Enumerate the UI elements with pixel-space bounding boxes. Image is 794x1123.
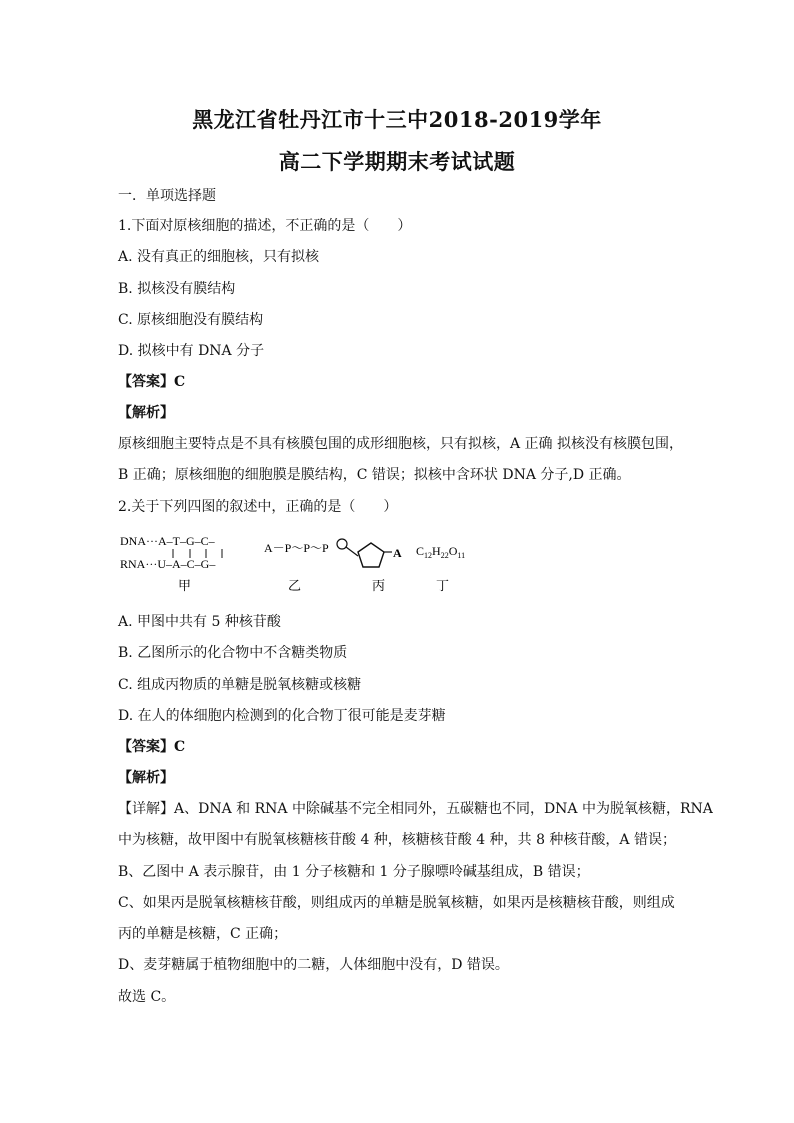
pentose-ring-icon bbox=[358, 543, 384, 567]
question-1-option-c: C. 原核细胞没有膜结构 bbox=[118, 312, 264, 328]
question-2-stem: 2.关于下列四图的叙述中，正确的是（ ） bbox=[118, 499, 398, 515]
title-line-2: 高二下学期期末考试试题 bbox=[278, 149, 516, 174]
question-1-stem: 1.下面对原核细胞的描述，不正确的是（ ） bbox=[118, 218, 412, 234]
question-2-option-c: C. 组成丙物质的单糖是脱氧核糖或核糖 bbox=[118, 677, 362, 693]
phosphate-circle-icon bbox=[337, 539, 347, 549]
question-2-analysis-line-4: C、如果丙是脱氧核糖核苷酸，则组成丙的单糖是脱氧核糖，如果丙是核糖核苷酸，则组成 bbox=[118, 895, 675, 911]
title-line-1: 黑龙江省牡丹江市十三中2018-2019学年 bbox=[192, 107, 602, 132]
question-2-figure bbox=[118, 528, 498, 596]
ding-formula: $C_{12}H_{22}O_{11}$ bbox=[416, 544, 466, 560]
question-2-analysis-line-6: D、麦芽糖属于植物细胞中的二糖，人体细胞中没有，D 错误。 bbox=[118, 957, 509, 973]
question-2-analysis-line-2: 中为核糖，故甲图中有脱氧核糖核苷酸 4 种，核糖核苷酸 4 种，共 8 种核苷酸，A 错误； bbox=[118, 832, 676, 848]
question-1-option-d: D. 拟核中有 DNA 分子 bbox=[118, 343, 265, 359]
question-1-analysis-line-1: 原核细胞主要特点是不具有核膜包围的成形细胞核，只有拟核，A 正确 拟核没有核膜包围， bbox=[118, 436, 684, 452]
question-1-analysis-line-2: B 正确；原核细胞的细胞膜是膜结构，C 错误；拟核中含环状 DNA 分子,D 正确。 bbox=[118, 467, 631, 483]
bing-base: A bbox=[393, 546, 402, 560]
jia-dna-strand: DNA···A–T–G–C– bbox=[120, 534, 215, 548]
yi-label: 乙 bbox=[288, 578, 302, 593]
section-heading: 一．单项选择题 bbox=[118, 188, 216, 204]
question-2-option-d: D. 在人的体细胞内检测到的化合物丁很可能是麦芽糖 bbox=[118, 708, 446, 724]
question-2-analysis-label: 【解析】 bbox=[118, 770, 174, 786]
question-2-analysis-line-7: 故选 C。 bbox=[118, 989, 176, 1005]
question-2-answer: 【答案】C bbox=[118, 739, 186, 755]
question-1-option-b: B. 拟核没有膜结构 bbox=[118, 281, 236, 297]
question-1-analysis-label: 【解析】 bbox=[118, 405, 174, 421]
question-1-option-a: A. 没有真正的细胞核，只有拟核 bbox=[118, 249, 320, 265]
question-2-analysis-line-1: 【详解】A、DNA 和 RNA 中除碱基不完全相同外，五碳糖也不同，DNA 中为脱氧核糖，RNA bbox=[118, 801, 713, 817]
jia-rna-strand: RNA···U–A–C–G– bbox=[120, 557, 216, 571]
four-compounds-diagram bbox=[118, 528, 498, 596]
bing-label: 丙 bbox=[372, 578, 386, 593]
ding-label: 丁 bbox=[436, 578, 450, 593]
question-2-option-a: A. 甲图中共有 5 种核苷酸 bbox=[118, 614, 281, 630]
question-1-answer: 【答案】C bbox=[118, 374, 186, 390]
question-2-option-b: B. 乙图所示的化合物中不含糖类物质 bbox=[118, 645, 348, 661]
phosphate-bond bbox=[346, 547, 358, 556]
jia-label: 甲 bbox=[178, 578, 192, 593]
question-2-analysis-line-5: 丙的单糖是核糖，C 正确； bbox=[118, 926, 288, 942]
question-2-analysis-line-3: B、乙图中 A 表示腺苷，由 1 分子核糖和 1 分子腺嘌呤碱基组成，B 错误； bbox=[118, 864, 590, 880]
yi-formula: A－P～P～P bbox=[264, 541, 329, 555]
